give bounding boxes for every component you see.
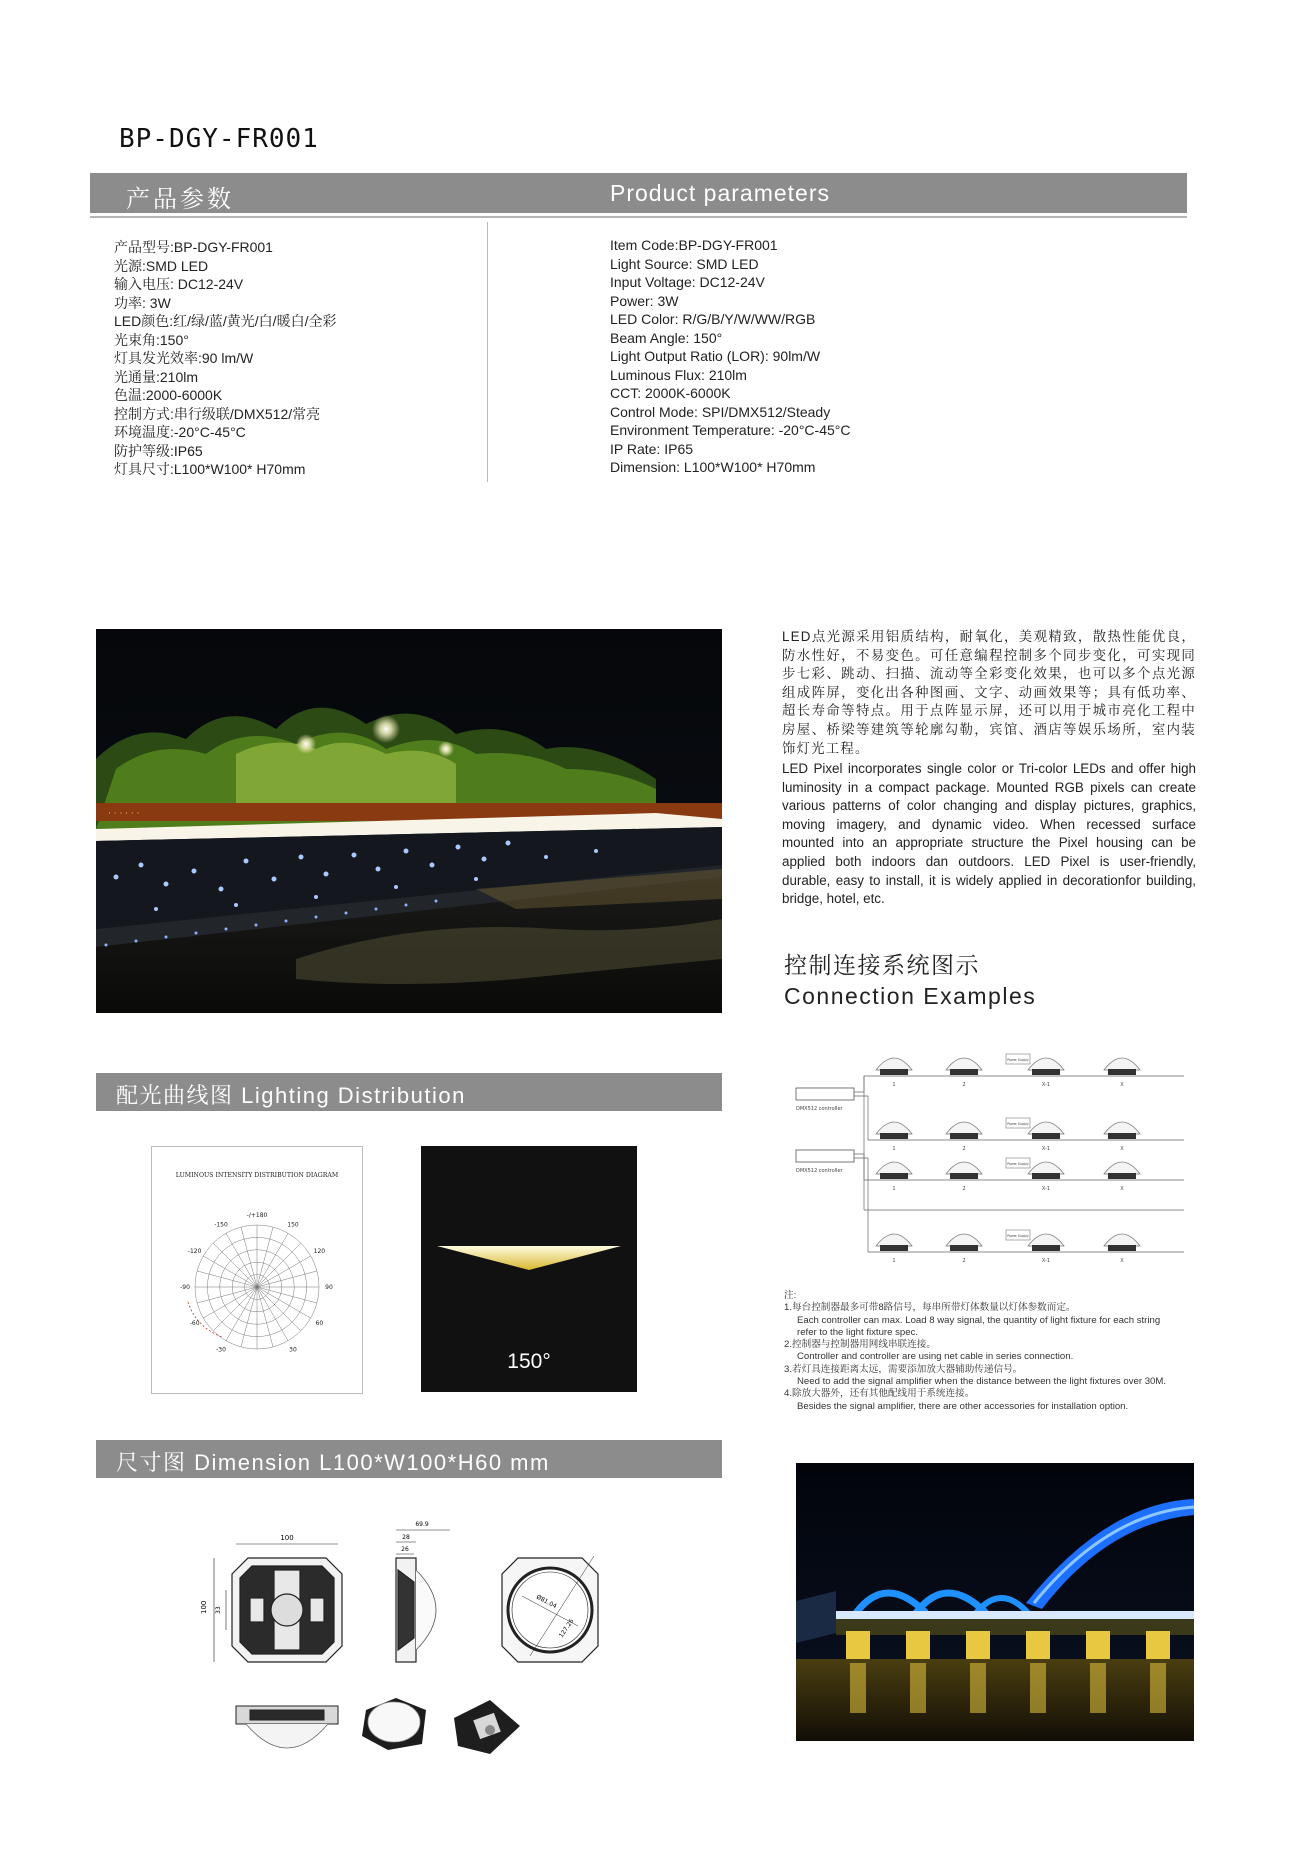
dim-d1: 28 xyxy=(402,1534,410,1541)
fixture-count-label: 2 xyxy=(962,1146,966,1152)
polar-angle-label: 90 xyxy=(325,1284,333,1291)
spec-cn-row-5: 光束角:150° xyxy=(114,331,189,348)
fixture-node xyxy=(876,1162,912,1179)
note-line-9: Besides the signal amplifier, there are other accessories for installation option. xyxy=(797,1400,1129,1412)
riverbank-night-photo xyxy=(96,629,722,1013)
fixture-count-label: X-1 xyxy=(1041,1258,1051,1264)
fixture-count-label: 2 xyxy=(962,1258,966,1264)
power-supply-label: Power Supply xyxy=(1007,1234,1029,1238)
back-render xyxy=(454,1700,520,1754)
controller-label-2: DMX512 controller xyxy=(796,1168,843,1174)
spec-cn-row-1: 光源:SMD LED xyxy=(114,257,209,274)
polar-diagram xyxy=(151,1146,363,1394)
params-title-en: Product parameters xyxy=(610,180,830,206)
fixture-count-label: X xyxy=(1120,1258,1124,1264)
fixture-node xyxy=(1104,1122,1140,1139)
note-line-3: refer to the light fixture spec. xyxy=(797,1326,919,1338)
note-line-0: 注: xyxy=(784,1290,797,1301)
model-title: BP-DGY-FR001 xyxy=(119,124,319,154)
lighting-distribution-title: 配光曲线图 Lighting Distribution xyxy=(116,1083,466,1108)
spec-en-row-6: Light Output Ratio (LOR): 90lm/W xyxy=(610,348,821,364)
dome-render xyxy=(362,1698,426,1750)
front-view xyxy=(214,1544,342,1662)
fixture-node xyxy=(876,1234,912,1251)
spec-cn-row-10: 环境温度:-20°C-45°C xyxy=(114,424,246,440)
dim-height: 100 xyxy=(200,1600,208,1614)
spec-en-row-10: Environment Temperature: -20°C-45°C xyxy=(610,422,851,438)
spec-cn-row-12: 灯具尺寸:L100*W100* H70mm xyxy=(114,461,306,477)
polar-angle-label: -150 xyxy=(214,1221,228,1229)
note-line-6: 3.若灯具连接距离太远，需要添加放大器辅助传递信号。 xyxy=(784,1363,1023,1375)
fixture-node xyxy=(1104,1058,1140,1075)
beam-angle-label: 150° xyxy=(507,1350,551,1373)
polar-title: LUMINOUS INTENSITY DISTRIBUTION DIAGRAM xyxy=(175,1172,339,1179)
params-banner xyxy=(90,173,1187,213)
note-line-8: 4.除放大器外，还有其他配线用于系统连接。 xyxy=(784,1388,975,1400)
spec-en-row-12: Dimension: L100*W100* H70mm xyxy=(610,459,816,475)
fixture-node xyxy=(1104,1162,1140,1179)
spec-cn-row-3: 功率: 3W xyxy=(114,294,171,311)
connection-diagram xyxy=(784,1040,1204,1270)
connection-title-cn: 控制连接系统图示 xyxy=(784,952,980,978)
controller-label-1: DMX512 controller xyxy=(796,1106,843,1112)
dimension-title: 尺寸图 Dimension L100*W100*H60 mm xyxy=(116,1450,550,1475)
spec-cn-row-2: 输入电压: DC12-24V xyxy=(114,276,244,292)
fixture-count-label: 1 xyxy=(892,1258,896,1264)
polar-angle-label: 120 xyxy=(313,1248,326,1255)
polar-angle-label: -30 xyxy=(216,1346,226,1354)
fixture-node xyxy=(946,1122,982,1139)
fixture-count-label: 1 xyxy=(892,1082,896,1088)
fixture-count-label: 1 xyxy=(892,1146,896,1152)
polar-angle-label: 150 xyxy=(287,1221,299,1229)
spec-cn-row-7: 光通量:210lm xyxy=(114,368,199,385)
spec-list-cn xyxy=(114,238,336,479)
spec-en-row-8: CCT: 2000K-6000K xyxy=(610,385,731,401)
spec-cn-row-6: 灯具发光效率:90 lm/W xyxy=(114,350,254,366)
spec-en-row-3: Power: 3W xyxy=(610,292,679,309)
banner-underline xyxy=(90,216,1187,218)
spec-cn-row-8: 色温:2000-6000K xyxy=(114,387,223,403)
polar-angle-label: -/+180 xyxy=(246,1212,268,1219)
polar-angle-label: 60 xyxy=(315,1320,324,1327)
fixture-count-label: 2 xyxy=(962,1082,966,1088)
fixture-count-label: X xyxy=(1120,1146,1124,1152)
fixture-node xyxy=(1028,1122,1064,1139)
spec-en-row-1: Light Source: SMD LED xyxy=(610,255,759,272)
lighting-distribution-bar xyxy=(96,1073,722,1111)
polar-angle-label: -90 xyxy=(180,1284,190,1291)
top-view xyxy=(502,1556,598,1662)
polar-angle-label: -120 xyxy=(187,1248,202,1255)
spec-en-row-11: IP Rate: IP65 xyxy=(610,440,694,457)
fixture-node xyxy=(946,1234,982,1251)
dim-d2: 26 xyxy=(401,1546,409,1553)
spec-en-row-0: Item Code:BP-DGY-FR001 xyxy=(610,237,778,253)
beam-angle-panel xyxy=(421,1146,637,1392)
spec-cn-row-11: 防护等级:IP65 xyxy=(114,442,203,459)
fixture-node xyxy=(876,1058,912,1075)
note-line-7: Need to add the signal amplifier when the distance between the light fixtures over 30M. xyxy=(797,1376,1167,1388)
spec-list-en xyxy=(610,236,851,477)
fixture-count-label: X-1 xyxy=(1041,1082,1051,1088)
fixture-count-label: 2 xyxy=(962,1186,966,1192)
dim-dia2: 127.26 xyxy=(557,1617,576,1640)
connection-title xyxy=(784,950,1036,1012)
power-supply-label: Power Supply xyxy=(1007,1162,1029,1166)
note-line-5: Controller and controller are using net cable in series connection. xyxy=(797,1351,1074,1363)
fixture-node xyxy=(876,1122,912,1139)
bottom-view xyxy=(236,1706,338,1748)
dim-dia1: Ø81.04 xyxy=(535,1593,558,1611)
fixture-count-label: X xyxy=(1120,1186,1124,1192)
fixture-node xyxy=(1104,1234,1140,1251)
spec-cn-row-0: 产品型号:BP-DGY-FR001 xyxy=(114,239,273,255)
params-title-cn: 产品参数 xyxy=(126,186,234,213)
polar-angle-label: 30 xyxy=(289,1346,297,1354)
fixture-count-label: X-1 xyxy=(1041,1146,1051,1152)
fixture-node xyxy=(1028,1058,1064,1075)
spec-en-row-7: Luminous Flux: 210lm xyxy=(610,366,747,383)
fixture-count-label: X xyxy=(1120,1082,1124,1088)
dim-width: 100 xyxy=(280,1534,294,1542)
spec-en-row-9: Control Mode: SPI/DMX512/Steady xyxy=(610,403,831,420)
polar-angle-label: -60 xyxy=(189,1320,200,1327)
dim-total-h: 69.9 xyxy=(415,1521,429,1528)
description-en: LED Pixel incorporates single color or Tri-color LEDs and offer high luminosity in a compact package. Mounted RGB pixels can create various patterns of color changing and display pictures, graphics, moving imagery, and dynamic video. When recessed surface mounted into an appropriate structure the Pixel housing can be applied both indoors dan outdoors. LED Pixel is user-friendly, durable, easy to install, it is widely applied in decorationfor building, bridge, hotel, etc. xyxy=(782,761,1196,907)
fixture-node xyxy=(946,1058,982,1075)
spec-cn-row-9: 控制方式:串行级联/DMX512/常亮 xyxy=(114,405,321,422)
connection-title-en: Connection Examples xyxy=(784,983,1037,1009)
note-line-4: 2.控制器与控制器用网线串联连接。 xyxy=(784,1339,936,1351)
fixture-count-label: 1 xyxy=(892,1186,896,1192)
fixture-node xyxy=(946,1162,982,1179)
spec-en-row-4: LED Color: R/G/B/Y/W/WW/RGB xyxy=(610,311,816,327)
spec-en-row-2: Input Voltage: DC12-24V xyxy=(610,274,765,290)
note-line-2: Each controller can max. Load 8 way signal, the quantity of light fixture for each string xyxy=(797,1314,1161,1326)
power-supply-label: Power Supply xyxy=(1007,1058,1029,1062)
svg-text:· · · · · ·: · · · · · · xyxy=(108,809,140,819)
note-line-1: 1.每台控制器最多可带8路信号，每串所带灯体数量以灯体参数而定。 xyxy=(784,1302,1076,1314)
power-supply-label: Power Supply xyxy=(1007,1122,1029,1126)
fixture-node xyxy=(1028,1234,1064,1251)
spec-en-row-5: Beam Angle: 150° xyxy=(610,329,723,346)
fixture-node xyxy=(1028,1162,1064,1179)
description-cn: LED点光源采用铝质结构，耐氧化，美观精致，散热性能优良，防水性好，不易变色。可任意编程控制多个同步变化，可实现同步七彩、跳动、扫描、流动等全彩变化效果，也可以多个点光源组成阵屏，变化出各种图画、文字、动画效果等；具有低功率、超长寿命等特点。用于点阵显示屏，还可以用于城市亮化工程中房屋、桥梁等建筑等轮廓勾勒，宾馆、酒店等娱乐场所，室内装饰灯光工程。 xyxy=(782,629,1196,756)
connection-notes xyxy=(784,1290,1204,1413)
dimension-bar xyxy=(96,1440,722,1478)
column-divider xyxy=(487,222,488,482)
bridge-night-photo xyxy=(796,1463,1194,1741)
spec-cn-row-4: LED颜色:红/绿/蓝/黄光/白/暖白/全彩 xyxy=(114,313,337,329)
fixture-count-label: X-1 xyxy=(1041,1186,1051,1192)
dim-inner: 33 xyxy=(215,1606,222,1614)
dimension-drawings xyxy=(190,1510,640,1780)
